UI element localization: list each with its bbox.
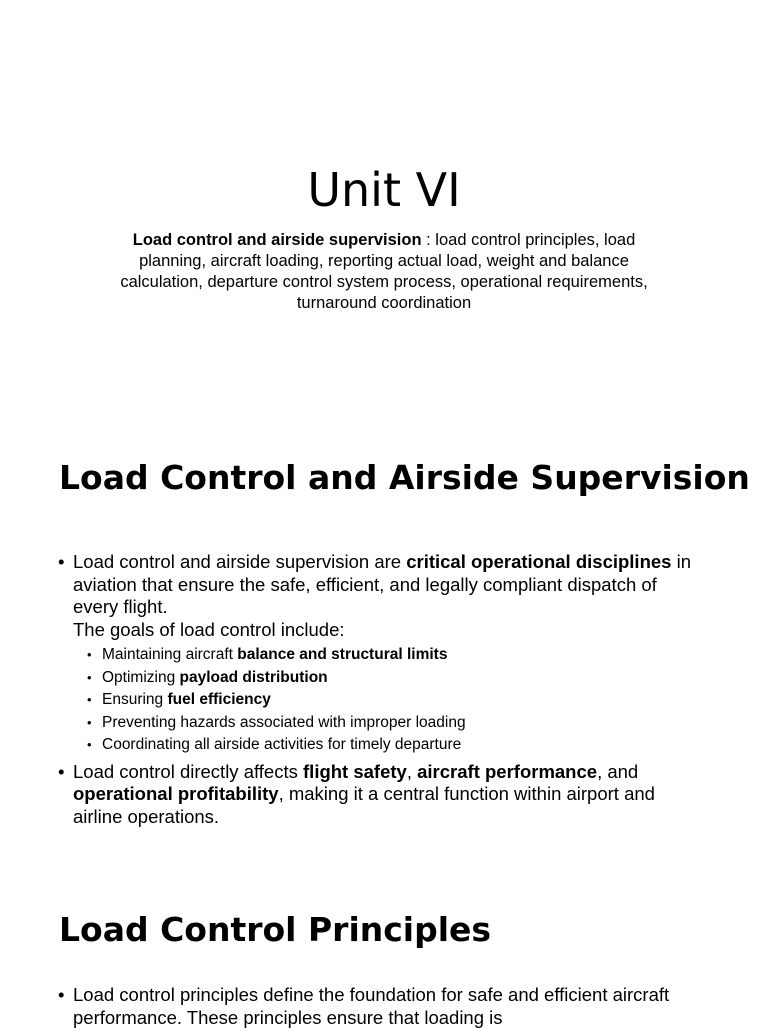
principles-content bbox=[58, 984, 698, 1029]
section-heading-load-control: Load Control and Airside Supervision bbox=[59, 458, 750, 497]
bullet-text: , and bbox=[597, 760, 639, 782]
goal-text: Optimizing bbox=[102, 668, 180, 686]
goal-text: Maintaining aircraft bbox=[102, 646, 238, 663]
goal-item bbox=[73, 644, 698, 667]
goal-bold: balance and structural limits bbox=[237, 646, 448, 663]
goal-text: Coordinating all airside activities for timely departure bbox=[102, 736, 462, 753]
goal-item bbox=[73, 689, 698, 712]
load-control-content bbox=[58, 551, 698, 828]
bullet-text: , making it a central function within airport and airline operations. bbox=[73, 783, 655, 827]
bullet-impact bbox=[58, 761, 698, 829]
goal-text: Ensuring bbox=[102, 691, 168, 708]
bullet-text: , bbox=[406, 760, 418, 782]
unit-subtitle bbox=[115, 230, 653, 314]
goal-bold: fuel efficiency bbox=[167, 691, 271, 708]
section-heading-principles: Load Control Principles bbox=[59, 910, 492, 949]
bullet-bold: flight safety bbox=[303, 760, 407, 782]
goals-intro: The goals of load control include: bbox=[73, 618, 345, 640]
bullet-bold: operational profitability bbox=[73, 783, 279, 804]
bullet-text: in aviation that ensure the safe, efficient, and legally compliant dispatch of every flight. bbox=[73, 551, 692, 617]
goal-text: Preventing hazards associated with improper loading bbox=[102, 713, 466, 731]
subtitle-bold: Load control and airside supervision bbox=[132, 231, 422, 249]
bullet-principles: • Load control principles define the foundation for safe and efficient aircraft performance. These principles ensure that loading is bbox=[58, 984, 698, 1029]
goals-list bbox=[73, 644, 698, 757]
subtitle-text: : load control principles, load planning, aircraft loading, reporting actual load, weight and balance calculation, departure control system process, operational requirements, turnaround coordination bbox=[120, 231, 648, 312]
bullet-intro bbox=[58, 551, 698, 757]
goal-item bbox=[73, 734, 698, 757]
goal-item bbox=[73, 667, 698, 690]
goal-item bbox=[73, 712, 698, 735]
bullet-bold: aircraft performance bbox=[417, 760, 598, 782]
bullet-bold: critical operational disciplines bbox=[406, 551, 672, 572]
unit-title: Unit VI bbox=[307, 163, 461, 217]
bullet-text: Load control directly affects bbox=[73, 760, 304, 782]
bullet-text: Load control and airside supervision are bbox=[73, 551, 407, 572]
goal-bold: payload distribution bbox=[179, 668, 328, 686]
